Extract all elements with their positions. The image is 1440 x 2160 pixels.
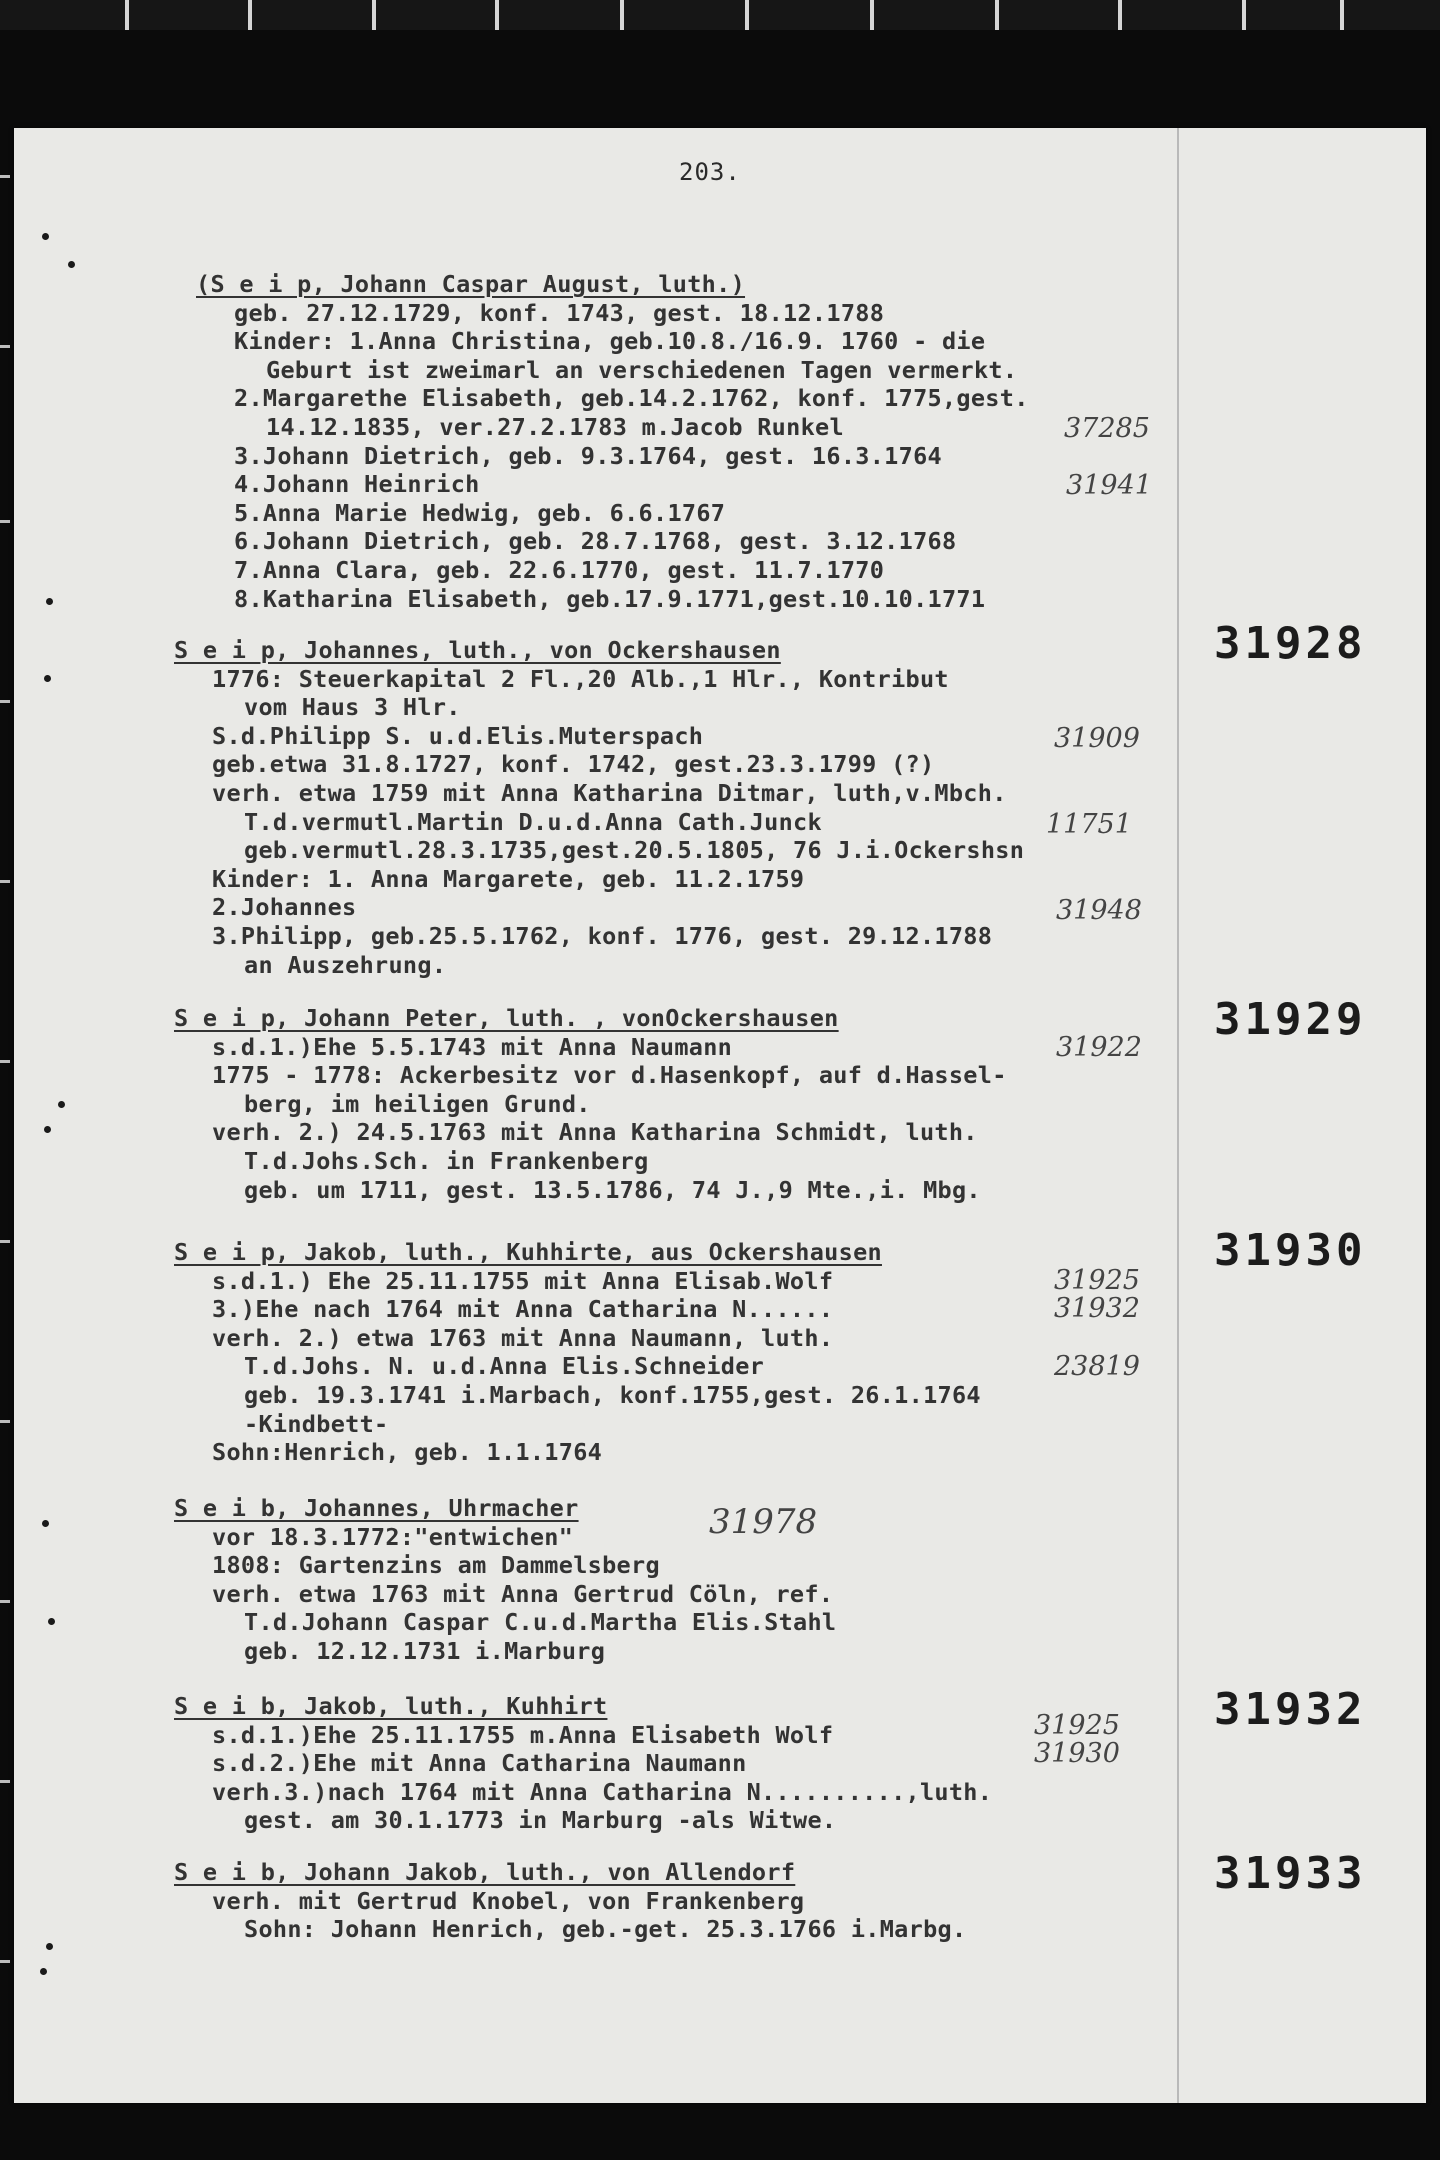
reference-number: 31932 (1214, 1684, 1367, 1735)
reference-number: 31933 (1214, 1848, 1367, 1899)
handwritten-note: 31909 (1054, 723, 1140, 754)
handwritten-note: 23819 (1054, 1351, 1140, 1382)
handwritten-note: 31930 (1034, 1738, 1120, 1769)
entry-heading: S e i p, Johann Peter, luth. , vonOckershausen (174, 1004, 839, 1032)
handwritten-note: 31978 (709, 1502, 818, 1542)
handwritten-note: 31925 (1054, 1265, 1140, 1296)
entry-heading: S e i p, Johannes, luth., von Ockershausen (174, 636, 781, 664)
reference-number: 31929 (1214, 994, 1367, 1045)
entry-heading: S e i p, Jakob, luth., Kuhhirte, aus Ockershausen (174, 1238, 882, 1266)
reference-number: 31928 (1214, 618, 1367, 669)
document-page (14, 128, 1426, 2103)
entry-heading: S e i b, Johannes, Uhrmacher (174, 1494, 579, 1522)
entry-heading: (S e i p, Johann Caspar August, luth.) (196, 270, 746, 298)
film-strip-top (0, 0, 1440, 30)
handwritten-note: 31925 (1034, 1710, 1120, 1741)
handwritten-note: 37285 (1064, 413, 1150, 444)
handwritten-note: 31922 (1056, 1032, 1142, 1063)
handwritten-note: 31932 (1054, 1293, 1140, 1324)
genealogy-entry: (S e i p, Johann Caspar August, luth.) geb. 27.12.1729, konf. 1743, gest. 18.12.1788 Kinder: 1.Anna Christina, geb.10.8./16.9. 1760 - die Geburt ist zweimarl an verschiedenen Tagen vermerkt. 2.Margarethe Elisabeth, geb.14.2.1762, konf. 1775,gest. 14.12.1835, ver.27.2.1783 m.Jacob Runkel 3.Johann Dietrich, geb. 9.3.1764, gest. 16.3.1764 4.Johann Heinrich 5.Anna Marie Hedwig, geb. 6.6.1767 6.Johann Dietrich, geb. 28.7.1768, gest. 3.12.1768 7.Anna Clara, geb. 22.6.1770, gest. 11.7.1770 8.Katharina Elisabeth, geb.17.9.1771,gest.10.10.1771 (196, 270, 1206, 613)
handwritten-note: 11751 (1046, 809, 1132, 840)
entry-heading: S e i b, Johann Jakob, luth., von Allendorf (174, 1858, 796, 1886)
genealogy-entry: S e i b, Johann Jakob, luth., von Allendorf verh. mit Gertrud Knobel, von Frankenberg Sohn: Johann Henrich, geb.-get. 25.3.1766 i.Marbg. (174, 1858, 1184, 1944)
genealogy-entry: S e i p, Jakob, luth., Kuhhirte, aus Ockershausen s.d.1.) Ehe 25.11.1755 mit Anna Elisab.Wolf 3.)Ehe nach 1764 mit Anna Catharina N...... verh. 2.) etwa 1763 mit Anna Naumann, luth. T.d.Johs. N. u.d.Anna Elis.Schneider geb. 19.3.1741 i.Marbach, konf.1755,gest. 26.1.1764 -Kindbett- Sohn:Henrich, geb. 1.1.1764 (174, 1238, 1184, 1467)
page-number: 203. (679, 158, 741, 186)
genealogy-entry: S e i b, Johannes, Uhrmacher vor 18.3.1772:"entwichen" 1808: Gartenzins am Dammelsberg verh. etwa 1763 mit Anna Gertrud Cöln, ref. T.d.Johann Caspar C.u.d.Martha Elis.Stahl geb. 12.12.1731 i.Marburg (174, 1494, 1184, 1666)
handwritten-note: 31948 (1056, 895, 1142, 926)
genealogy-entry: S e i p, Johann Peter, luth. , vonOckershausen s.d.1.)Ehe 5.5.1743 mit Anna Naumann 1775 - 1778: Ackerbesitz vor d.Hasenkopf, auf d.Hassel- berg, im heiligen Grund. verh. 2.) 24.5.1763 mit Anna Katharina Schmidt, luth. T.d.Johs.Sch. in Frankenberg geb. um 1711, gest. 13.5.1786, 74 J.,9 Mte.,i. Mbg. (174, 1004, 1184, 1204)
entry-heading: S e i b, Jakob, luth., Kuhhirt (174, 1692, 608, 1720)
genealogy-entry: S e i b, Jakob, luth., Kuhhirt s.d.1.)Ehe 25.11.1755 m.Anna Elisabeth Wolf s.d.2.)Ehe mit Anna Catharina Naumann verh.3.)nach 1764 mit Anna Catharina N..........,luth. gest. am 30.1.1773 in Marburg -als Witwe. (174, 1692, 1184, 1835)
reference-number: 31930 (1214, 1225, 1367, 1276)
genealogy-entry: S e i p, Johannes, luth., von Ockershausen 1776: Steuerkapital 2 Fl.,20 Alb.,1 Hlr., Kontribut vom Haus 3 Hlr. S.d.Philipp S. u.d.Elis.Muterspach geb.etwa 31.8.1727, konf. 1742, gest.23.3.1799 (?) verh. etwa 1759 mit Anna Katharina Ditmar, luth,v.Mbch. T.d.vermutl.Martin D.u.d.Anna Cath.Junck geb.vermutl.28.3.1735,gest.20.5.1805, 76 J.i.Ockershsn Kinder: 1. Anna Margarete, geb. 11.2.1759 2.Johannes 3.Philipp, geb.25.5.1762, konf. 1776, gest. 29.12.1788 an Auszehrung. (174, 636, 1184, 979)
handwritten-note: 31941 (1066, 470, 1152, 501)
